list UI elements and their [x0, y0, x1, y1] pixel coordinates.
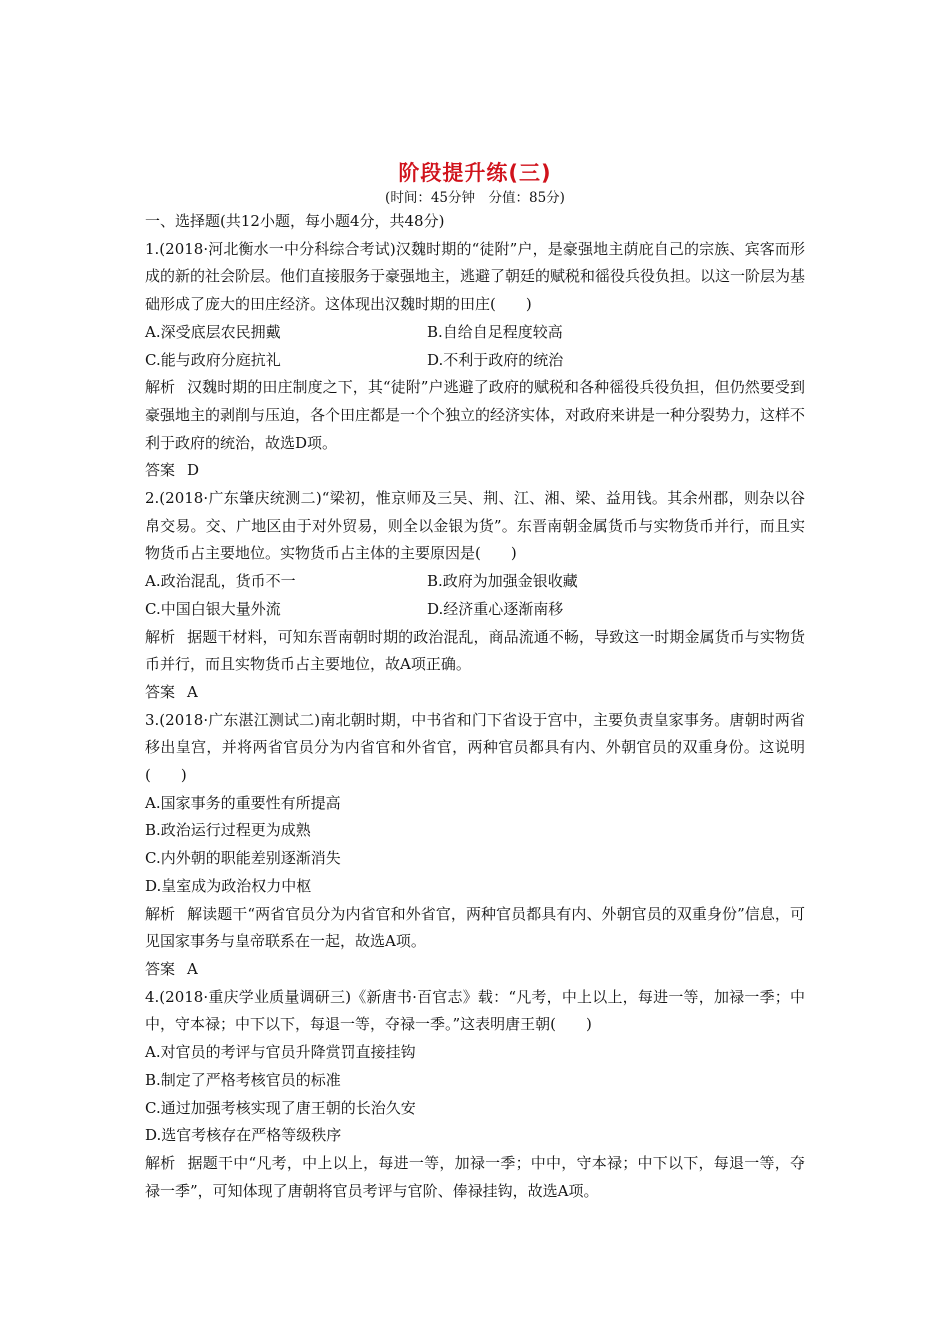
question-2-options-row1: [145, 568, 805, 596]
question-1-option-c: C.能与政府分庭抗礼: [145, 350, 281, 369]
question-2-stem: 2.(2018·广东肇庆统测二)“梁初，惟京师及三吴、荆、江、湘、梁、益用钱。其余州郡，则杂以谷帛交易。交、广地区由于对外贸易，则全以金银为货”。东晋南朝金属货币与实物货币并行，而且实物货币占主要地位。实物货币占主体的主要原因是( ): [145, 489, 805, 563]
answer-value: A: [187, 682, 198, 701]
question-1-analysis: [145, 374, 805, 457]
answer-value: A: [187, 959, 198, 978]
section-heading: 一、选择题(共12小题，每小题4分，共48分): [145, 212, 445, 230]
question-4-option-c: C.通过加强考核实现了唐王朝的长治久安: [145, 1098, 416, 1117]
question-2-options-row2: [145, 596, 805, 624]
question-1-options-row2: [145, 347, 805, 375]
analysis-text: 汉魏时期的田庄制度之下，其“徒附”户逃避了政府的赋税和各种徭役兵役负担，但仍然要受到豪强地主的剥削与压迫，各个田庄都是一个个独立的经济实体，对政府来讲是一种分裂势力，这样不利于政府的统治，故选D项。: [145, 378, 806, 452]
analysis-label: 解析: [145, 1153, 176, 1172]
question-4-analysis: [145, 1150, 805, 1205]
question-1-option-a: A.深受底层农民拥戴: [145, 322, 281, 341]
question-2-option-a: A.政治混乱，货币不一: [145, 572, 296, 591]
analysis-text: 解读题干“两省官员分为内省官和外省官，两种官员都具有内、外朝官员的双重身份”信息，可见国家事务与皇帝联系在一起，故选A项。: [145, 904, 805, 951]
answer-value: D: [187, 461, 200, 480]
question-3-option-c: C.内外朝的职能差别逐渐消失: [145, 849, 341, 868]
question-4-stem: 4.(2018·重庆学业质量调研三)《新唐书·百官志》载：“凡考，中上以上，每进一等，加禄一季；中中，守本禄；中下以下，每退一等，夺禄一季。”这表明唐王朝( ): [145, 987, 805, 1034]
question-2-option-d: D.经济重心逐渐南移: [427, 599, 564, 618]
question-3-option-a: A.国家事务的重要性有所提高: [145, 793, 341, 812]
analysis-text: 据题干中“凡考，中上以上，每进一等，加禄一季；中中，守本禄；中下以下，每退一等，夺禄一季”，可知体现了唐朝将官员考评与官阶、俸禄挂钩，故选A项。: [145, 1153, 805, 1200]
question-3-option-d: D.皇室成为政治权力中枢: [145, 876, 312, 895]
page-content: [145, 158, 805, 1205]
analysis-label: 解析: [145, 904, 176, 923]
question-3-analysis: [145, 901, 805, 956]
answer-label: 答案: [145, 682, 176, 701]
answer-label: 答案: [145, 461, 176, 480]
question-2-option-b: B.政府为加强金银收藏: [427, 572, 578, 591]
question-3-stem: 3.(2018·广东湛江测试二)南北朝时期，中书省和门下省设于宫中，主要负责皇家事务。唐朝时两省移出皇宫，并将两省官员分为内省官和外省官，两种官员都具有内、外朝官员的双重身份。这说明( ): [145, 710, 805, 785]
question-1-options-row1: [145, 319, 805, 347]
answer-label: 答案: [145, 959, 176, 978]
question-2-option-c: C.中国白银大量外流: [145, 599, 281, 618]
question-4-option-d: D.选官考核存在严格等级秩序: [145, 1126, 342, 1145]
question-1-option-d: D.不利于政府的统治: [427, 350, 564, 369]
question-2-answer: [145, 679, 805, 707]
analysis-label: 解析: [145, 627, 176, 646]
analysis-label: 解析: [145, 378, 176, 397]
question-1-answer: [145, 457, 805, 485]
page-subtitle: (时间：45分钟 分值：85分): [385, 190, 565, 206]
question-4-option-a: A.对官员的考评与官员升降赏罚直接挂钩: [145, 1043, 416, 1062]
question-2-analysis: [145, 624, 805, 679]
question-4-option-b: B.制定了严格考核官员的标准: [145, 1070, 341, 1089]
question-3-answer: [145, 956, 805, 984]
page-title: 阶段提升练(三): [398, 161, 552, 185]
question-1-stem: 1.(2018·河北衡水一中分科综合考试)汉魏时期的“徒附”户，是豪强地主荫庇自己的宗族、宾客而形成的新的社会阶层。他们直接服务于豪强地主，逃避了朝廷的赋税和徭役兵役负担。以这一阶层为基础形成了庞大的田庄经济。这体现出汉魏时期的田庄( ): [145, 239, 806, 314]
analysis-text: 据题干材料，可知东晋南朝时期的政治混乱，商品流通不畅，导致这一时期金属货币与实物货币并行，而且实物货币占主要地位，故A项正确。: [145, 627, 805, 674]
question-1-option-b: B.自给自足程度较高: [427, 322, 563, 341]
question-3-option-b: B.政治运行过程更为成熟: [145, 821, 311, 840]
